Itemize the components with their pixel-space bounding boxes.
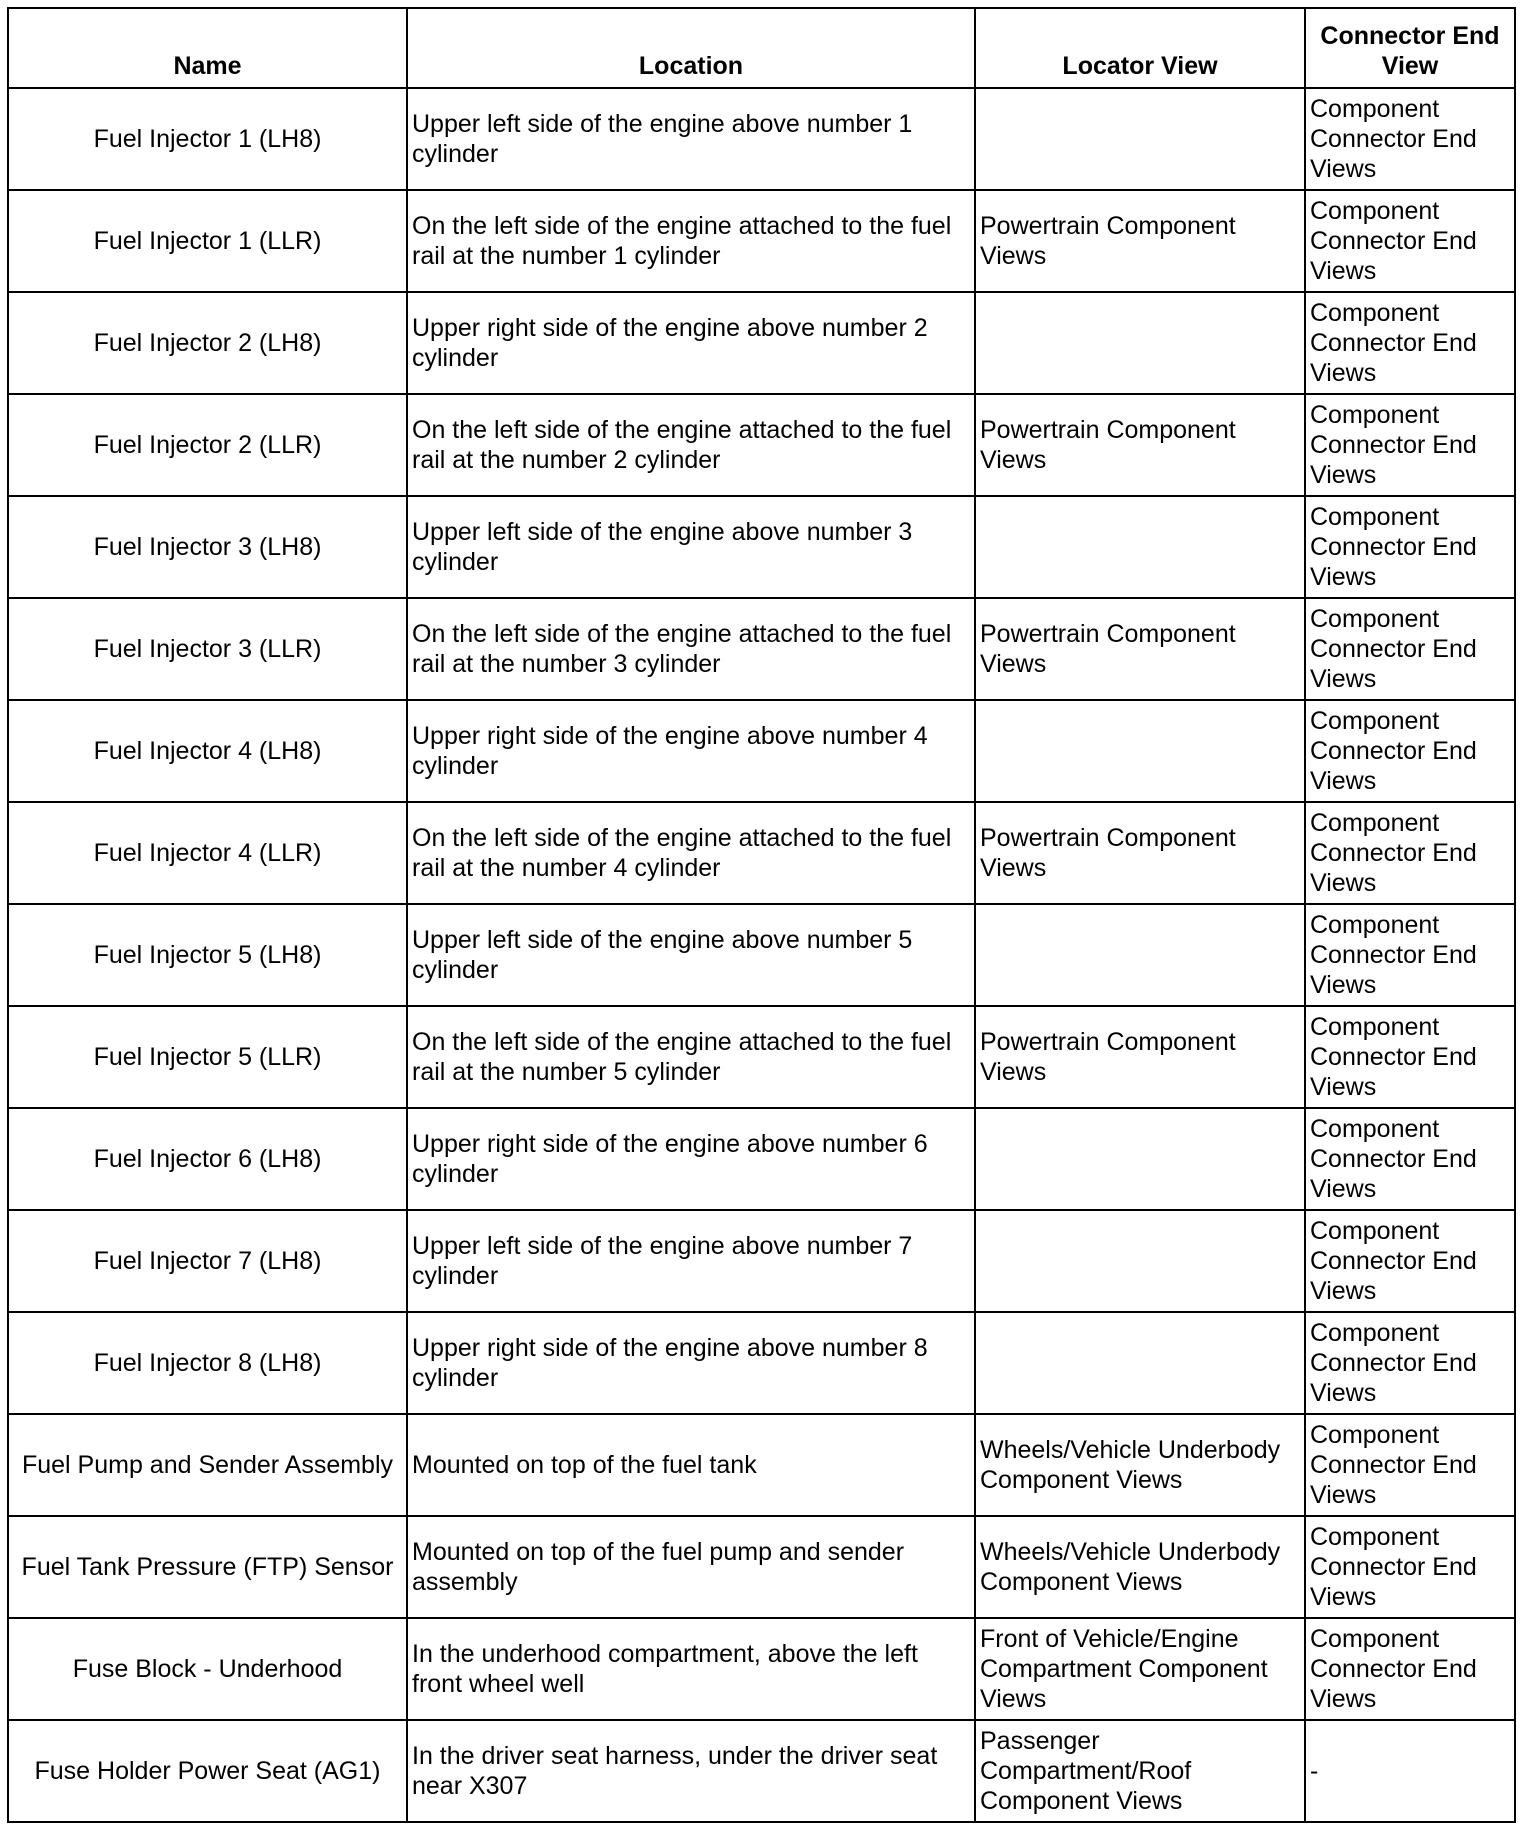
- cell-locator-view[interactable]: Powertrain Component Views: [975, 1006, 1305, 1108]
- table-row: [8, 190, 1515, 292]
- cell-location: On the left side of the engine attached to the fuel rail at the number 1 cylinder: [407, 190, 975, 292]
- cell-name: Fuel Injector 5 (LH8): [8, 904, 407, 1006]
- table-row: [8, 1618, 1515, 1720]
- header-locator-view: Locator View: [975, 8, 1305, 88]
- cell-locator-view[interactable]: Powertrain Component Views: [975, 802, 1305, 904]
- cell-location: Upper left side of the engine above number 7 cylinder: [407, 1210, 975, 1312]
- table-row: [8, 496, 1515, 598]
- cell-locator-view: [975, 88, 1305, 190]
- header-connector-end-view: Connector End View: [1305, 8, 1515, 88]
- table-row: [8, 1210, 1515, 1312]
- table-header-row: [8, 8, 1515, 88]
- table-row: [8, 394, 1515, 496]
- header-name: Name: [8, 8, 407, 88]
- cell-locator-view[interactable]: Powertrain Component Views: [975, 190, 1305, 292]
- cell-location: Upper right side of the engine above number 2 cylinder: [407, 292, 975, 394]
- cell-name: Fuel Injector 8 (LH8): [8, 1312, 407, 1414]
- cell-connector-end-view: -: [1305, 1720, 1515, 1822]
- table-row: [8, 1516, 1515, 1618]
- table-row: [8, 292, 1515, 394]
- cell-locator-view[interactable]: Powertrain Component Views: [975, 394, 1305, 496]
- cell-connector-end-view[interactable]: Component Connector End Views: [1305, 700, 1515, 802]
- cell-location: On the left side of the engine attached to the fuel rail at the number 4 cylinder: [407, 802, 975, 904]
- table-row: [8, 802, 1515, 904]
- table-row: [8, 1720, 1515, 1822]
- cell-locator-view: [975, 1312, 1305, 1414]
- table-row: [8, 1312, 1515, 1414]
- table-row: [8, 598, 1515, 700]
- cell-name: Fuel Injector 2 (LLR): [8, 394, 407, 496]
- cell-locator-view[interactable]: Passenger Compartment/Roof Component Views: [975, 1720, 1305, 1822]
- cell-location: Upper right side of the engine above number 4 cylinder: [407, 700, 975, 802]
- cell-connector-end-view[interactable]: Component Connector End Views: [1305, 1210, 1515, 1312]
- cell-location: Mounted on top of the fuel pump and sender assembly: [407, 1516, 975, 1618]
- cell-connector-end-view[interactable]: Component Connector End Views: [1305, 394, 1515, 496]
- cell-locator-view[interactable]: Powertrain Component Views: [975, 598, 1305, 700]
- cell-location: Upper right side of the engine above number 8 cylinder: [407, 1312, 975, 1414]
- cell-name: Fuel Injector 6 (LH8): [8, 1108, 407, 1210]
- cell-location: In the driver seat harness, under the driver seat near X307: [407, 1720, 975, 1822]
- table-row: [8, 904, 1515, 1006]
- cell-locator-view: [975, 1108, 1305, 1210]
- cell-locator-view[interactable]: Front of Vehicle/Engine Compartment Component Views: [975, 1618, 1305, 1720]
- cell-connector-end-view[interactable]: Component Connector End Views: [1305, 496, 1515, 598]
- table-row: [8, 700, 1515, 802]
- cell-location: Upper left side of the engine above number 1 cylinder: [407, 88, 975, 190]
- cell-location: Upper left side of the engine above number 3 cylinder: [407, 496, 975, 598]
- cell-location: On the left side of the engine attached to the fuel rail at the number 2 cylinder: [407, 394, 975, 496]
- cell-location: On the left side of the engine attached to the fuel rail at the number 5 cylinder: [407, 1006, 975, 1108]
- cell-name: Fuel Tank Pressure (FTP) Sensor: [8, 1516, 407, 1618]
- cell-connector-end-view[interactable]: Component Connector End Views: [1305, 1414, 1515, 1516]
- cell-name: Fuel Injector 3 (LH8): [8, 496, 407, 598]
- cell-location: Mounted on top of the fuel tank: [407, 1414, 975, 1516]
- cell-locator-view[interactable]: Wheels/Vehicle Underbody Component Views: [975, 1414, 1305, 1516]
- cell-connector-end-view[interactable]: Component Connector End Views: [1305, 802, 1515, 904]
- cell-connector-end-view[interactable]: Component Connector End Views: [1305, 292, 1515, 394]
- cell-connector-end-view[interactable]: Component Connector End Views: [1305, 1312, 1515, 1414]
- table-row: [8, 1414, 1515, 1516]
- cell-locator-view: [975, 1210, 1305, 1312]
- cell-locator-view: [975, 496, 1305, 598]
- cell-name: Fuse Holder Power Seat (AG1): [8, 1720, 407, 1822]
- cell-name: Fuel Injector 3 (LLR): [8, 598, 407, 700]
- cell-connector-end-view[interactable]: Component Connector End Views: [1305, 1108, 1515, 1210]
- cell-name: Fuel Injector 5 (LLR): [8, 1006, 407, 1108]
- header-location: Location: [407, 8, 975, 88]
- cell-location: On the left side of the engine attached to the fuel rail at the number 3 cylinder: [407, 598, 975, 700]
- cell-connector-end-view[interactable]: Component Connector End Views: [1305, 1516, 1515, 1618]
- component-locator-table: [7, 7, 1516, 1823]
- cell-locator-view: [975, 700, 1305, 802]
- cell-connector-end-view[interactable]: Component Connector End Views: [1305, 598, 1515, 700]
- cell-location: Upper right side of the engine above number 6 cylinder: [407, 1108, 975, 1210]
- cell-name: Fuse Block - Underhood: [8, 1618, 407, 1720]
- cell-connector-end-view[interactable]: Component Connector End Views: [1305, 190, 1515, 292]
- table-row: [8, 88, 1515, 190]
- cell-name: Fuel Injector 1 (LH8): [8, 88, 407, 190]
- cell-name: Fuel Injector 4 (LLR): [8, 802, 407, 904]
- cell-connector-end-view[interactable]: Component Connector End Views: [1305, 88, 1515, 190]
- cell-connector-end-view[interactable]: Component Connector End Views: [1305, 1006, 1515, 1108]
- cell-locator-view[interactable]: Wheels/Vehicle Underbody Component Views: [975, 1516, 1305, 1618]
- table-row: [8, 1108, 1515, 1210]
- cell-name: Fuel Pump and Sender Assembly: [8, 1414, 407, 1516]
- cell-name: Fuel Injector 4 (LH8): [8, 700, 407, 802]
- cell-location: Upper left side of the engine above number 5 cylinder: [407, 904, 975, 1006]
- cell-locator-view: [975, 904, 1305, 1006]
- cell-location: In the underhood compartment, above the left front wheel well: [407, 1618, 975, 1720]
- cell-locator-view: [975, 292, 1305, 394]
- cell-name: Fuel Injector 1 (LLR): [8, 190, 407, 292]
- cell-name: Fuel Injector 7 (LH8): [8, 1210, 407, 1312]
- cell-connector-end-view[interactable]: Component Connector End Views: [1305, 904, 1515, 1006]
- cell-name: Fuel Injector 2 (LH8): [8, 292, 407, 394]
- table-row: [8, 1006, 1515, 1108]
- cell-connector-end-view[interactable]: Component Connector End Views: [1305, 1618, 1515, 1720]
